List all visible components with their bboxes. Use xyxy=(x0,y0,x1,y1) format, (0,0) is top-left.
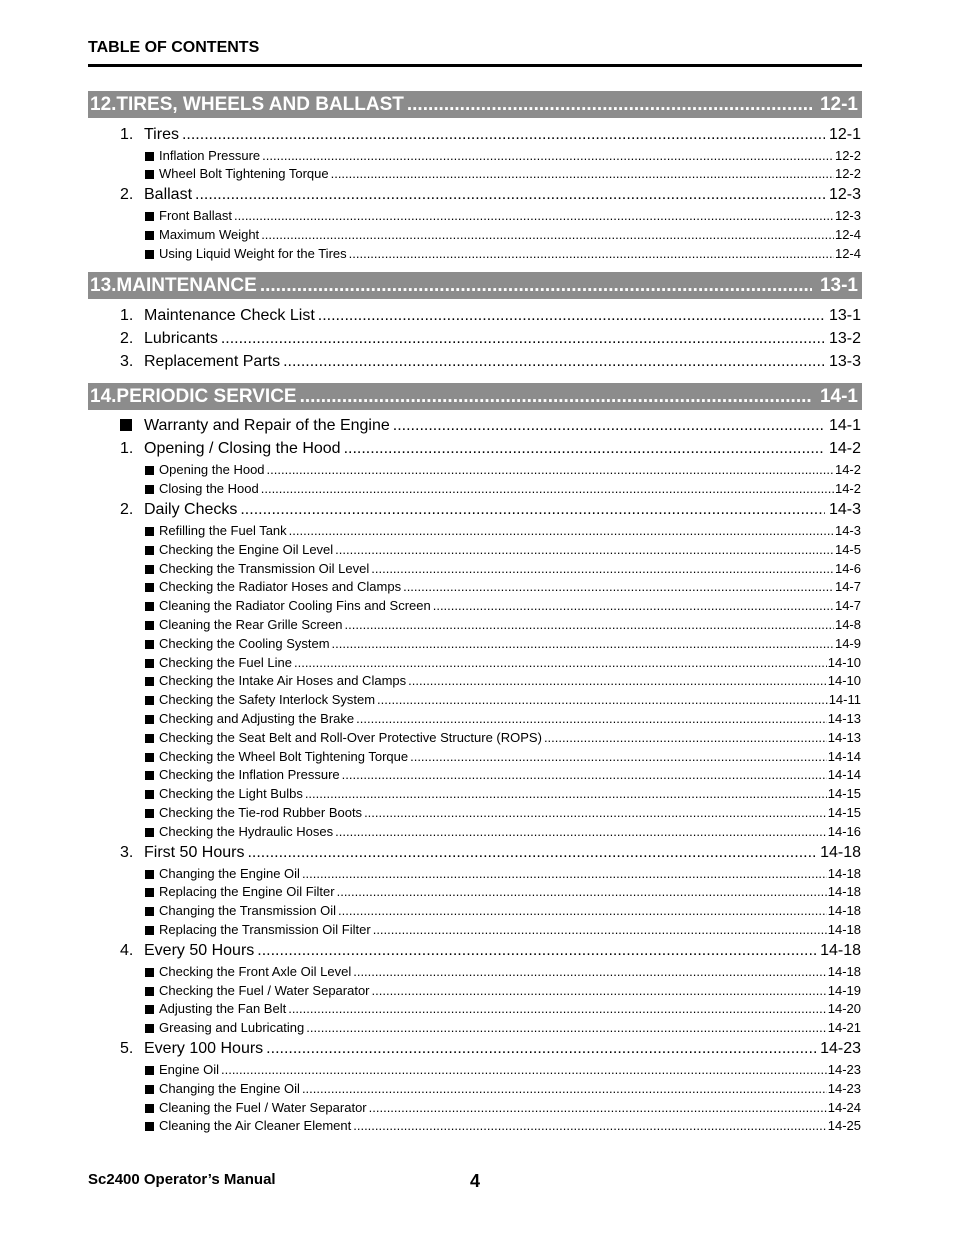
square-bullet-icon xyxy=(145,771,154,780)
dot-leader xyxy=(408,748,827,767)
square-bullet-icon xyxy=(145,715,154,724)
entry-title: Cleaning the Rear Grille Screen xyxy=(159,617,343,633)
dot-leader xyxy=(300,865,827,884)
entry-number: 1. xyxy=(120,440,134,458)
square-bullet-icon xyxy=(145,734,154,743)
square-bullet-icon xyxy=(145,485,154,494)
dot-leader xyxy=(304,1019,826,1038)
dot-leader xyxy=(192,184,825,205)
entry-page-number: 14-15 xyxy=(827,805,861,821)
dot-leader xyxy=(406,672,827,691)
entry-page-number: 14-14 xyxy=(827,748,861,764)
entry-title: Checking the Front Axle Oil Level xyxy=(159,963,352,979)
toc-subentry xyxy=(88,245,862,264)
toc-subentry xyxy=(88,729,862,748)
square-bullet-icon xyxy=(145,1122,154,1131)
entry-number: 3. xyxy=(120,843,134,861)
dot-leader xyxy=(179,124,825,145)
section-page-number: 13-1 xyxy=(819,275,858,297)
entry-page-number: 14-5 xyxy=(834,541,861,557)
square-bullet-icon xyxy=(145,696,154,705)
section-title: 14.PERIODIC SERVICE xyxy=(90,385,297,407)
dot-leader xyxy=(336,902,827,921)
square-bullet-icon xyxy=(145,527,154,536)
entry-page-number: 14-7 xyxy=(834,579,861,595)
entry-page-number: 14-2 xyxy=(828,440,861,458)
toc-entry xyxy=(88,351,862,374)
toc-subentry xyxy=(88,560,862,579)
entry-page-number: 14-21 xyxy=(827,1020,861,1036)
entry-title: Changing the Engine Oil xyxy=(159,1080,300,1096)
toc-subentry xyxy=(88,461,862,480)
entry-page-number: 12-2 xyxy=(834,147,861,163)
entry-title: Every 100 Hours xyxy=(144,1040,264,1057)
section-header-bar xyxy=(88,383,862,410)
dot-leader xyxy=(542,729,827,748)
toc-entry xyxy=(88,305,862,328)
entry-title: Checking the Intake Air Hoses and Clamps xyxy=(159,673,407,689)
entry-page-number: 14-18 xyxy=(820,843,861,861)
toc-subentry xyxy=(88,823,862,842)
dot-leader xyxy=(259,480,834,499)
entry-page-number: 12-2 xyxy=(834,166,861,182)
entry-title: Cleaning the Air Cleaner Element xyxy=(159,1118,352,1134)
entry-page-number: 14-18 xyxy=(827,903,861,919)
toc-section xyxy=(88,383,862,1136)
toc-subentry xyxy=(88,710,862,729)
entry-title: Cleaning the Fuel / Water Separator xyxy=(159,1099,367,1115)
entry-title: Checking the Hydraulic Hoses xyxy=(159,823,334,839)
entry-page-number: 14-24 xyxy=(827,1099,861,1115)
entry-page-number: 12-3 xyxy=(834,208,861,224)
dot-leader xyxy=(286,1000,827,1019)
entry-page-number: 14-2 xyxy=(834,462,861,478)
entry-title: Checking the Engine Oil Level xyxy=(159,541,334,557)
entry-title: Changing the Transmission Oil xyxy=(159,903,337,919)
entry-page-number: 14-3 xyxy=(834,523,861,539)
dot-leader xyxy=(280,351,825,372)
toc-subentry xyxy=(88,921,862,940)
square-bullet-icon xyxy=(145,602,154,611)
footer-manual-title: Sc2400 Operator’s Manual xyxy=(88,1171,276,1188)
entry-page-number: 14-16 xyxy=(827,823,861,839)
square-bullet-icon xyxy=(145,888,154,897)
section-title: 12.TIRES, WHEELS AND BALLAST xyxy=(90,94,404,115)
entry-title: Replacing the Transmission Oil Filter xyxy=(159,922,371,938)
header-rule xyxy=(88,64,862,67)
section-page-number: 12-1 xyxy=(819,94,858,115)
entry-page-number: 14-1 xyxy=(828,417,861,435)
toc-subentry xyxy=(88,691,862,710)
dot-leader xyxy=(362,804,827,823)
dot-leader xyxy=(329,165,834,184)
square-bullet-icon xyxy=(145,987,154,996)
entry-page-number: 14-9 xyxy=(834,635,861,651)
toc-entry xyxy=(88,1038,862,1061)
dot-leader xyxy=(265,461,834,480)
toc-entry xyxy=(88,415,862,438)
square-bullet-icon xyxy=(145,231,154,240)
dot-leader xyxy=(297,383,812,410)
entry-number: 5. xyxy=(120,1040,134,1057)
entry-title: Checking and Adjusting the Brake xyxy=(159,711,355,727)
entry-page-number: 14-13 xyxy=(827,711,861,727)
square-bullet-icon xyxy=(145,565,154,574)
dot-leader xyxy=(369,560,834,579)
toc-subentry xyxy=(88,883,862,902)
toc-subentry xyxy=(88,672,862,691)
entry-page-number: 14-19 xyxy=(827,982,861,998)
toc-subentry xyxy=(88,480,862,499)
dot-leader xyxy=(340,766,827,785)
entry-number: 4. xyxy=(120,941,134,959)
entry-page-number: 14-7 xyxy=(834,598,861,614)
entry-page-number: 12-1 xyxy=(828,125,861,143)
dot-leader xyxy=(219,1061,827,1080)
entry-page-number: 14-10 xyxy=(827,673,861,689)
square-bullet-icon xyxy=(145,907,154,916)
toc-entry xyxy=(88,940,862,963)
entry-title: Replacing the Engine Oil Filter xyxy=(159,884,335,900)
toc-subentry xyxy=(88,902,862,921)
square-bullet-icon xyxy=(145,546,154,555)
dot-leader xyxy=(333,823,827,842)
dot-leader xyxy=(347,245,834,264)
entry-page-number: 14-8 xyxy=(834,617,861,633)
entry-page-number: 12-3 xyxy=(828,186,861,204)
dot-leader xyxy=(351,1117,827,1136)
entry-page-number: 14-20 xyxy=(827,1001,861,1017)
square-bullet-icon xyxy=(145,926,154,935)
toc-subentry xyxy=(88,963,862,982)
entry-page-number: 14-11 xyxy=(828,692,861,708)
entry-title: First 50 Hours xyxy=(144,843,245,861)
dot-leader xyxy=(371,921,827,940)
square-bullet-icon xyxy=(145,212,154,221)
section-page-number: 14-1 xyxy=(819,385,858,407)
square-bullet-icon xyxy=(145,250,154,259)
square-bullet-icon xyxy=(145,1104,154,1113)
table-of-contents xyxy=(88,91,862,1136)
entry-title: Cleaning the Radiator Cooling Fins and Screen xyxy=(159,598,431,614)
entry-title: Maximum Weight xyxy=(159,226,260,242)
entry-title: Checking the Transmission Oil Level xyxy=(159,560,370,576)
entry-page-number: 14-6 xyxy=(834,560,861,576)
square-bullet-icon xyxy=(145,1024,154,1033)
entry-title: Greasing and Lubricating xyxy=(159,1020,305,1036)
toc-subentry xyxy=(88,147,862,166)
section-header-bar xyxy=(88,272,862,299)
entry-title: Tires xyxy=(144,125,179,143)
entry-title: Maintenance Check List xyxy=(144,306,315,324)
dot-leader xyxy=(237,499,825,520)
entry-title: Replacement Parts xyxy=(144,352,281,370)
square-bullet-icon xyxy=(145,621,154,630)
entry-page-number: 13-2 xyxy=(828,329,861,347)
toc-entry xyxy=(88,124,862,147)
dot-leader xyxy=(333,541,834,560)
dot-leader xyxy=(292,654,827,673)
dot-leader xyxy=(367,1099,827,1118)
toc-subentry xyxy=(88,785,862,804)
dot-leader xyxy=(263,1038,816,1059)
entry-number: 2. xyxy=(120,186,134,204)
entry-title: Wheel Bolt Tightening Torque xyxy=(159,166,329,182)
dot-leader xyxy=(335,883,827,902)
dot-leader xyxy=(254,940,816,961)
dot-leader xyxy=(218,328,825,349)
square-bullet-icon xyxy=(145,968,154,977)
toc-entry xyxy=(88,328,862,351)
dot-leader xyxy=(315,305,825,326)
entry-title: Checking the Safety Interlock System xyxy=(159,692,376,708)
entry-page-number: 14-23 xyxy=(827,1080,861,1096)
square-bullet-icon xyxy=(145,152,154,161)
entry-page-number: 14-14 xyxy=(827,767,861,783)
toc-entry xyxy=(88,842,862,865)
square-bullet-icon xyxy=(145,790,154,799)
square-bullet-icon xyxy=(145,870,154,879)
dot-leader xyxy=(257,272,812,299)
toc-subentry xyxy=(88,804,862,823)
entry-title: Front Ballast xyxy=(159,208,232,224)
entry-number: 1. xyxy=(120,306,134,324)
entry-title: Every 50 Hours xyxy=(144,941,255,959)
dot-leader xyxy=(354,710,827,729)
square-bullet-icon xyxy=(145,170,154,179)
entry-page-number: 14-3 xyxy=(828,501,861,519)
toc-subentry xyxy=(88,541,862,560)
square-bullet-icon xyxy=(145,659,154,668)
dot-leader xyxy=(343,616,834,635)
toc-subentry xyxy=(88,1000,862,1019)
entry-page-number: 14-18 xyxy=(827,922,861,938)
square-bullet-icon xyxy=(145,640,154,649)
toc-section xyxy=(88,272,862,374)
dot-leader xyxy=(404,91,812,118)
entry-number: 3. xyxy=(120,352,134,370)
entry-page-number: 14-23 xyxy=(820,1040,861,1057)
toc-subentry xyxy=(88,1099,862,1118)
toc-subentry xyxy=(88,635,862,654)
toc-subentry xyxy=(88,616,862,635)
dot-leader xyxy=(401,578,834,597)
dot-leader xyxy=(390,415,825,436)
toc-section xyxy=(88,91,862,263)
toc-subentry xyxy=(88,766,862,785)
dot-leader xyxy=(232,207,834,226)
entry-title: Using Liquid Weight for the Tires xyxy=(159,245,347,261)
dot-leader xyxy=(341,438,825,459)
document-header-title: TABLE OF CONTENTS xyxy=(88,39,260,56)
section-title: 13.MAINTENANCE xyxy=(90,275,257,297)
toc-subentry xyxy=(88,865,862,884)
toc-subentry xyxy=(88,226,862,245)
section-header-bar xyxy=(88,91,862,118)
toc-subentry xyxy=(88,207,862,226)
square-bullet-icon xyxy=(145,583,154,592)
dot-leader xyxy=(260,147,834,166)
toc-subentry xyxy=(88,982,862,1001)
dot-leader xyxy=(351,963,827,982)
entry-page-number: 14-10 xyxy=(827,654,861,670)
toc-subentry xyxy=(88,597,862,616)
dot-leader xyxy=(244,842,816,863)
entry-page-number: 14-18 xyxy=(827,865,861,881)
square-bullet-icon xyxy=(145,828,154,837)
entry-title: Engine Oil xyxy=(159,1062,219,1077)
square-bullet-icon xyxy=(120,419,132,431)
square-bullet-icon xyxy=(145,1066,154,1075)
entry-page-number: 13-1 xyxy=(828,306,861,324)
entry-title: Lubricants xyxy=(144,329,218,347)
entry-title: Ballast xyxy=(144,186,193,204)
entry-title: Checking the Light Bulbs xyxy=(159,786,303,802)
square-bullet-icon xyxy=(145,677,154,686)
entry-title: Checking the Wheel Bolt Tightening Torque xyxy=(159,748,409,764)
toc-subentry xyxy=(88,748,862,767)
entry-title: Inflation Pressure xyxy=(159,147,261,163)
entry-title: Refilling the Fuel Tank xyxy=(159,523,287,539)
entry-title: Checking the Radiator Hoses and Clamps xyxy=(159,579,402,595)
entry-page-number: 12-4 xyxy=(834,245,861,261)
entry-page-number: 13-3 xyxy=(828,352,861,370)
square-bullet-icon xyxy=(145,466,154,475)
toc-subentry xyxy=(88,578,862,597)
entry-title: Checking the Tie-rod Rubber Boots xyxy=(159,805,363,821)
toc-subentry xyxy=(88,522,862,541)
entry-page-number: 14-2 xyxy=(834,481,861,497)
entry-title: Checking the Seat Belt and Roll-Over Protective Structure (ROPS) xyxy=(159,729,542,745)
entry-number: 1. xyxy=(120,125,134,143)
dot-leader xyxy=(330,635,834,654)
entry-title: Changing the Engine Oil xyxy=(159,865,300,881)
toc-subentry xyxy=(88,1061,862,1080)
square-bullet-icon xyxy=(145,1085,154,1094)
toc-entry xyxy=(88,184,862,207)
entry-title: Checking the Cooling System xyxy=(159,635,330,651)
entry-title: Opening the Hood xyxy=(159,462,265,478)
square-bullet-icon xyxy=(145,809,154,818)
entry-title: Closing the Hood xyxy=(159,481,259,497)
toc-subentry xyxy=(88,165,862,184)
entry-page-number: 12-4 xyxy=(834,226,861,242)
entry-page-number: 14-15 xyxy=(827,786,861,802)
toc-subentry xyxy=(88,1080,862,1099)
dot-leader xyxy=(300,1080,827,1099)
toc-subentry xyxy=(88,654,862,673)
toc-subentry xyxy=(88,1019,862,1038)
entry-title: Checking the Fuel / Water Separator xyxy=(159,982,370,998)
entry-page-number: 14-25 xyxy=(827,1118,861,1134)
toc-entry xyxy=(88,438,862,461)
square-bullet-icon xyxy=(145,1005,154,1014)
dot-leader xyxy=(431,597,834,616)
entry-page-number: 14-18 xyxy=(827,963,861,979)
square-bullet-icon xyxy=(145,753,154,762)
entry-page-number: 14-23 xyxy=(827,1062,861,1077)
toc-subentry xyxy=(88,1117,862,1136)
entry-page-number: 14-18 xyxy=(820,941,861,959)
entry-page-number: 14-18 xyxy=(827,884,861,900)
entry-title: Checking the Inflation Pressure xyxy=(159,767,340,783)
entry-number: 2. xyxy=(120,329,134,347)
dot-leader xyxy=(287,522,834,541)
entry-title: Checking the Fuel Line xyxy=(159,654,292,670)
footer-page-number: 4 xyxy=(469,1171,480,1191)
entry-title: Opening / Closing the Hood xyxy=(144,440,341,458)
dot-leader xyxy=(375,691,828,710)
entry-title: Daily Checks xyxy=(144,501,238,519)
entry-title: Warranty and Repair of the Engine xyxy=(144,417,390,435)
dot-leader xyxy=(370,982,827,1001)
entry-number: 2. xyxy=(120,501,134,519)
dot-leader xyxy=(259,226,834,245)
entry-title: Adjusting the Fan Belt xyxy=(159,1001,287,1017)
dot-leader xyxy=(303,785,827,804)
entry-page-number: 14-13 xyxy=(827,729,861,745)
toc-entry xyxy=(88,499,862,522)
